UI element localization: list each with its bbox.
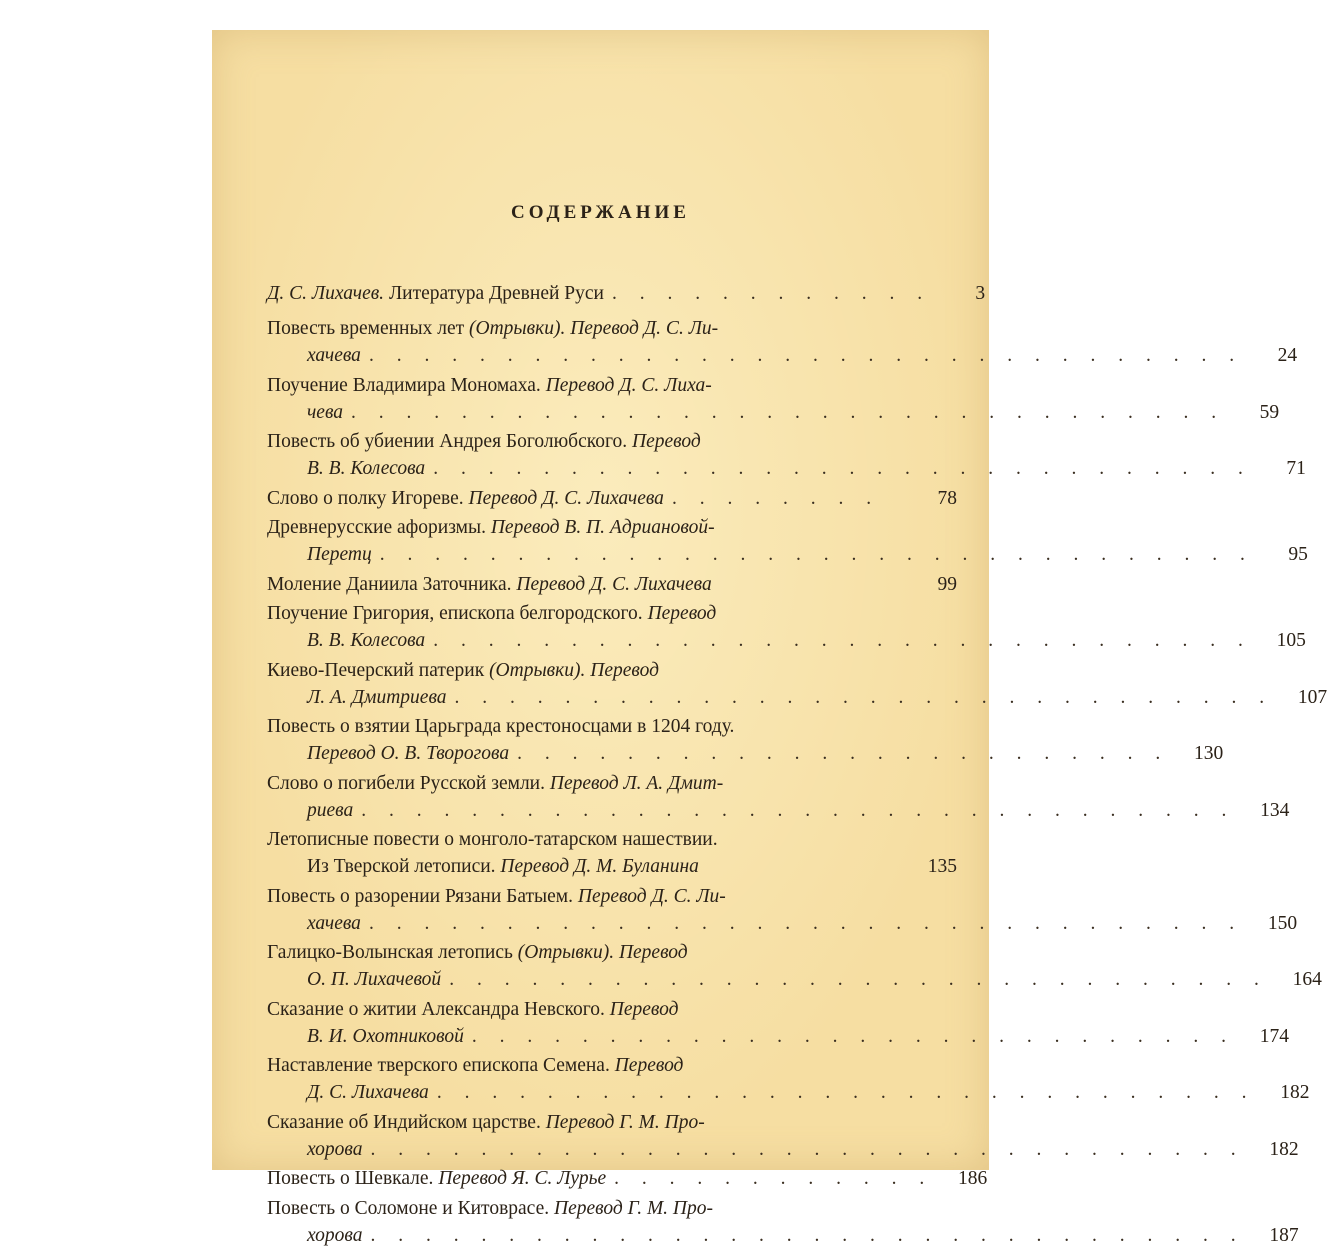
toc-translator: Перевод (647, 603, 717, 624)
toc-translator: Перевод Д. С. Лиха- (545, 374, 712, 396)
toc-title: Литература Древней Руси (384, 283, 604, 304)
toc-title: Повесть о взятии Царьграда крестоносцами в 1204 году. (267, 716, 735, 737)
toc-entry (267, 770, 1290, 824)
toc-title: Повесть о Соломоне и Китоврасе. (267, 1197, 554, 1219)
toc-page-number: 182 (1269, 1138, 1299, 1160)
toc-translator: Л. А. Дмитриева (307, 686, 447, 708)
toc-entry (267, 600, 1306, 654)
toc-page-number: 182 (1280, 1082, 1310, 1103)
toc-translator: (Отрывки). Перевод (517, 942, 688, 963)
dot-leader: . . . . . . . . . . . . . . . . . . . . . . . . (517, 743, 1170, 764)
toc-title: Летописные повести о монголо-татарском нашествии. (267, 829, 718, 850)
toc-translator: Перевод Д. С. Лихачева (516, 573, 712, 595)
toc-entry (267, 1052, 1310, 1106)
toc-translator: Перевод Д. М. Буланина (500, 856, 699, 877)
toc-page-number: 187 (1269, 1224, 1299, 1246)
toc-entry (267, 1109, 1299, 1163)
toc-translator: Перевод Г. М. Про- (553, 1197, 714, 1219)
toc-title: Сказание об Индийском царстве. (267, 1111, 546, 1133)
toc-entry (267, 485, 957, 512)
toc-translator: (Отрывки). Перевод Д. С. Ли- (469, 318, 719, 339)
toc-page-number: 24 (1277, 345, 1298, 366)
toc-translator: Перевод Л. А. Дмит- (549, 772, 724, 794)
toc-page-number: 150 (1267, 912, 1298, 934)
dot-leader: . . . . . . . . . . . . . . . . . . . . . . . . . . . . . . . . (368, 912, 1244, 934)
toc-page-number: 59 (1259, 401, 1280, 423)
dot-leader: . . . . . . . . . . . . . . . . . . . . . . . . . . . . . . . . (379, 544, 1254, 565)
toc-title: Моление Даниила Заточника. (267, 573, 517, 595)
toc-entry (267, 571, 957, 598)
toc-page-number: 78 (937, 487, 957, 509)
toc-translator: риева (307, 799, 354, 821)
toc-translator: Перевод (609, 998, 679, 1020)
toc-title: Повесть временных лет (267, 318, 469, 339)
toc-translator: (Отрывки). Перевод (489, 659, 659, 681)
dot-leader: . . . . . . . . . . . . . . . . . . . . . . . . . . . . . . . . (361, 799, 1236, 821)
toc-title: Из Тверской летописи. (307, 856, 501, 877)
dot-leader: . . . . . . . . . . . . . . . . . . . . . . . . . . . . . . . . (370, 1138, 1245, 1160)
dot-leader: . . . . . . . . . . . . . . . . . . . . . . . . . . . . . . (433, 630, 1252, 651)
toc-translator: Перевод О. В. Творогова (307, 743, 510, 764)
toc-title: Поучение Владимира Мономаха. (267, 374, 546, 396)
toc-entry (267, 713, 1224, 767)
toc-page-number: 107 (1297, 686, 1327, 708)
toc-entry (267, 657, 1327, 711)
toc-title: Слово о погибели Русской земли. (267, 772, 550, 794)
dot-leader: . . . . . . . . . . . . . . . . . . . . . . . . . . . . . . (449, 969, 1268, 990)
toc-title: Галицко-Волынская летопись (267, 942, 518, 963)
toc-entry (267, 996, 1289, 1050)
dot-leader: . . . . . . . . . . . . . . . . . . . . . . . . . . . . . . . . (368, 345, 1244, 366)
toc-translator: Перевод В. П. Адриановой- (490, 517, 715, 538)
toc-title: Повесть о разорении Рязани Батыем. (267, 885, 578, 907)
dot-leader: . . . . . . . . . . . . . . . . . . . . . . . . . . . . . . (436, 1082, 1256, 1103)
dot-leader: . . . . . . . . . . . . . . . . . . . . . . . . . . . . . . . . (351, 401, 1226, 423)
toc-translator: В. В. Колесова (307, 630, 426, 651)
toc-translator: хорова (307, 1138, 363, 1160)
toc-translator: Перевод Д. С. Ли- (577, 885, 726, 907)
dot-leader: . . . . . . . . . . . . . . . . . . . . . . . . . . . . . . (433, 458, 1252, 479)
toc-title: Киево-Печерский патерик (267, 659, 490, 681)
toc-translator: В. И. Охотниковой (307, 1025, 464, 1047)
toc-entry (267, 826, 957, 880)
toc-translator: Д. С. Лихачев. (267, 283, 385, 304)
toc-page-number: 186 (957, 1168, 988, 1189)
table-of-contents (267, 280, 1327, 1251)
toc-translator: Перевод (632, 431, 701, 452)
toc-page-number: 134 (1260, 799, 1290, 821)
toc-title: Слово о полку Игореве. (267, 487, 469, 509)
toc-entry (267, 1165, 988, 1192)
toc-title: Поучение Григория, епископа белгородского. (267, 603, 648, 624)
toc-entry (267, 372, 1280, 426)
toc-translator: Перевод Я. С. Лурье (438, 1168, 607, 1189)
toc-title: Сказание о житии Александра Невского. (267, 998, 610, 1020)
toc-entry (267, 315, 1298, 369)
toc-entry (267, 514, 1308, 568)
dot-leader: . . . . . . . . . . . . . . . . . . . . . . . . . . . . (471, 1025, 1235, 1047)
toc-translator: Перевод Д. С. Лихачева (468, 487, 664, 509)
dot-leader: . . . . . . . . . . . . (611, 283, 932, 304)
toc-page-number: 164 (1292, 969, 1322, 990)
toc-entry (267, 428, 1306, 482)
toc-page-number: 95 (1288, 544, 1308, 565)
dot-leader: . . . . . . . . . . . . . . . . . . . . . . . . . . . . . . (454, 686, 1274, 708)
toc-page-number: 105 (1276, 630, 1306, 651)
toc-translator: хачева (307, 345, 361, 366)
toc-page-number: 130 (1194, 743, 1224, 764)
toc-entry (267, 939, 1322, 993)
toc-translator: Д. С. Лихачева (307, 1082, 429, 1103)
toc-page-number: 99 (937, 573, 957, 595)
toc-entry (267, 883, 1298, 937)
toc-page-number: 135 (927, 856, 957, 877)
toc-entry (267, 1195, 1299, 1249)
toc-translator: Перевод Г. М. Про- (545, 1111, 705, 1133)
toc-translator: О. П. Лихачевой (307, 969, 442, 990)
toc-page-number: 174 (1259, 1025, 1289, 1047)
toc-translator: чева (307, 401, 344, 423)
toc-translator: Перевод (614, 1055, 684, 1076)
toc-translator: В. В. Колесова (307, 458, 426, 479)
toc-heading: СОДЕРЖАНИЕ (511, 202, 690, 223)
toc-title: Древнерусские афоризмы. (267, 517, 491, 538)
toc-translator: Перетц (307, 544, 372, 565)
toc-translator: хорова (307, 1224, 363, 1246)
toc-translator: хачева (307, 912, 361, 934)
toc-title: Повесть о Шевкале. (267, 1168, 439, 1189)
dot-leader: . . . . . . . . (671, 487, 881, 509)
toc-page-number: 3 (975, 283, 986, 304)
dot-leader: . . . . . . . . . . . . . . . . . . . . . . . . . . . . . . . . (370, 1224, 1245, 1246)
book-page (212, 30, 1327, 1246)
toc-entry (267, 280, 986, 307)
toc-title: Наставление тверского епископа Семена. (267, 1055, 615, 1076)
toc-title: Повесть об убиении Андрея Боголюбского. (267, 431, 633, 452)
dot-leader: . . . . . . . . . . . . (614, 1168, 934, 1189)
toc-page-number: 71 (1286, 458, 1306, 479)
